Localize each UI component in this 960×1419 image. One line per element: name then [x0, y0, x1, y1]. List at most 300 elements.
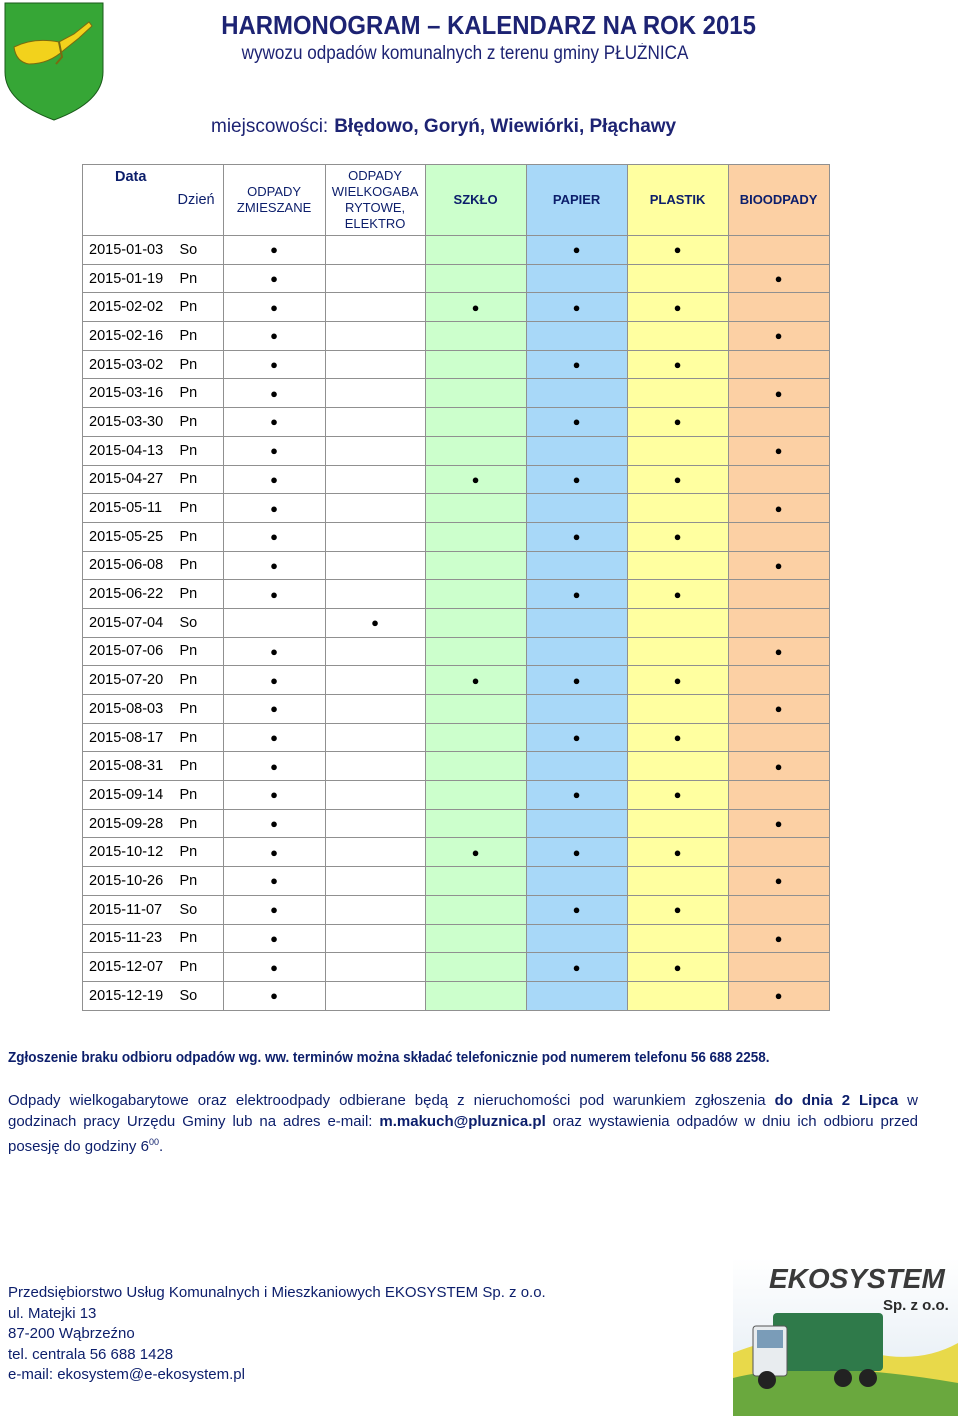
cell-wielkogabarytowe [325, 752, 425, 781]
cell-papier [526, 809, 627, 838]
cell-day: Pn [178, 551, 224, 580]
cell-date: 2015-04-27 [83, 465, 178, 494]
pickup-dot-icon: ● [774, 385, 783, 401]
cell-date: 2015-01-03 [83, 236, 178, 265]
cell-zmieszane [223, 551, 325, 580]
cell-plastik [627, 723, 728, 752]
cell-szklo [425, 924, 526, 953]
cell-wielkogabarytowe [325, 781, 425, 810]
cell-date: 2015-09-28 [83, 809, 178, 838]
pickup-dot-icon: ● [774, 816, 783, 832]
cell-day: Pn [178, 695, 224, 724]
table-row [83, 895, 830, 924]
cell-szklo [425, 637, 526, 666]
pickup-dot-icon: ● [572, 586, 581, 602]
pickup-dot-icon: ● [270, 873, 278, 889]
header-data: Data [83, 165, 178, 236]
cell-day: Pn [178, 637, 224, 666]
cell-plastik [627, 752, 728, 781]
company-email-link[interactable]: ekosystem@e-ekosystem.pl [57, 1366, 245, 1383]
cell-zmieszane [223, 465, 325, 494]
cell-bioodpady [728, 408, 829, 437]
cell-zmieszane [223, 723, 325, 752]
bulky-waste-note [8, 1090, 918, 1157]
cell-zmieszane [223, 981, 325, 1010]
company-city: 87-200 Wąbrzeźno [8, 1325, 135, 1342]
cell-day: Pn [178, 379, 224, 408]
pickup-dot-icon: ● [270, 672, 278, 688]
pickup-dot-icon: ● [270, 271, 278, 287]
cell-papier [526, 924, 627, 953]
cell-bioodpady [728, 608, 829, 637]
table-row [83, 322, 830, 351]
cell-plastik [627, 580, 728, 609]
cell-papier [526, 494, 627, 523]
company-email-line [8, 1365, 546, 1386]
cell-day: Pn [178, 350, 224, 379]
cell-bioodpady [728, 322, 829, 351]
cell-wielkogabarytowe [325, 379, 425, 408]
cell-date: 2015-03-16 [83, 379, 178, 408]
company-phone: tel. centrala 56 688 1428 [8, 1345, 174, 1363]
cell-date: 2015-05-11 [83, 494, 178, 523]
cell-bioodpady [728, 752, 829, 781]
pickup-dot-icon: ● [270, 529, 278, 545]
company-street: ul. Matejki 13 [8, 1304, 97, 1322]
pickup-dot-icon: ● [471, 299, 480, 315]
cell-papier [526, 350, 627, 379]
pickup-dot-icon: ● [774, 701, 783, 717]
cell-wielkogabarytowe [325, 436, 425, 465]
cell-bioodpady [728, 580, 829, 609]
pickup-dot-icon: ● [774, 271, 783, 287]
header-bioodpady: BIOODPADY [728, 165, 829, 236]
cell-bioodpady [728, 551, 829, 580]
cell-wielkogabarytowe [325, 666, 425, 695]
cell-date: 2015-07-04 [83, 608, 178, 637]
table-row [83, 551, 830, 580]
pickup-dot-icon: ● [270, 385, 278, 401]
cell-plastik [627, 436, 728, 465]
pickup-dot-icon: ● [471, 471, 480, 487]
header-papier: PAPIER [526, 165, 627, 236]
cell-bioodpady [728, 981, 829, 1010]
cell-szklo [425, 867, 526, 896]
bulky-text-2: w godzinach pracy Urzędu Gminy lub na adres e-mail: [8, 1092, 918, 1130]
pickup-dot-icon: ● [572, 357, 581, 373]
table-row [83, 236, 830, 265]
table-row [83, 809, 830, 838]
pickup-dot-icon: ● [673, 529, 682, 545]
cell-zmieszane [223, 436, 325, 465]
cell-zmieszane [223, 608, 325, 637]
pickup-dot-icon: ● [673, 672, 682, 688]
cell-zmieszane [223, 838, 325, 867]
cell-plastik [627, 666, 728, 695]
cell-bioodpady [728, 838, 829, 867]
schedule-body [83, 236, 830, 1011]
cell-wielkogabarytowe [325, 953, 425, 982]
cell-papier [526, 379, 627, 408]
cell-bioodpady [728, 867, 829, 896]
cell-bioodpady [728, 895, 829, 924]
cell-plastik [627, 838, 728, 867]
cell-szklo [425, 379, 526, 408]
cell-szklo [425, 551, 526, 580]
cell-plastik [627, 953, 728, 982]
pickup-dot-icon: ● [270, 586, 278, 602]
cell-date: 2015-11-23 [83, 924, 178, 953]
cell-plastik [627, 809, 728, 838]
pickup-dot-icon: ● [774, 988, 783, 1004]
pickup-dot-icon: ● [673, 730, 682, 746]
cell-plastik [627, 608, 728, 637]
cell-day: Pn [178, 809, 224, 838]
cell-day: Pn [178, 723, 224, 752]
cell-date: 2015-12-07 [83, 953, 178, 982]
cell-wielkogabarytowe [325, 522, 425, 551]
table-row [83, 924, 830, 953]
table-row [83, 953, 830, 982]
cell-plastik [627, 924, 728, 953]
bulky-time-sup: 00 [148, 1137, 159, 1147]
cell-bioodpady [728, 436, 829, 465]
cell-plastik [627, 695, 728, 724]
pickup-dot-icon: ● [673, 414, 682, 430]
cell-plastik [627, 981, 728, 1010]
cell-date: 2015-12-19 [83, 981, 178, 1010]
cell-wielkogabarytowe [325, 838, 425, 867]
cell-papier [526, 867, 627, 896]
cell-wielkogabarytowe [325, 809, 425, 838]
cell-bioodpady [728, 666, 829, 695]
pickup-dot-icon: ● [270, 816, 278, 832]
cell-szklo [425, 436, 526, 465]
pickup-dot-icon: ● [572, 844, 581, 860]
pickup-dot-icon: ● [270, 328, 278, 344]
pickup-dot-icon: ● [270, 443, 278, 459]
pickup-dot-icon: ● [673, 357, 682, 373]
cell-szklo [425, 522, 526, 551]
cell-day: Pn [178, 436, 224, 465]
cell-zmieszane [223, 264, 325, 293]
pickup-dot-icon: ● [270, 959, 278, 975]
cell-day: Pn [178, 322, 224, 351]
table-row [83, 666, 830, 695]
cell-bioodpady [728, 350, 829, 379]
table-row [83, 264, 830, 293]
cell-date: 2015-05-25 [83, 522, 178, 551]
table-row [83, 580, 830, 609]
cell-date: 2015-04-13 [83, 436, 178, 465]
cell-date: 2015-02-02 [83, 293, 178, 322]
table-row [83, 408, 830, 437]
cell-szklo [425, 293, 526, 322]
cell-plastik [627, 293, 728, 322]
bulky-text-end: . [158, 1138, 164, 1155]
pickup-dot-icon: ● [270, 500, 278, 516]
table-row [83, 608, 830, 637]
municipality-crest [4, 2, 104, 122]
cell-date: 2015-07-20 [83, 666, 178, 695]
pickup-dot-icon: ● [270, 844, 278, 860]
cell-bioodpady [728, 264, 829, 293]
table-row [83, 723, 830, 752]
cell-day: Pn [178, 924, 224, 953]
table-row [83, 379, 830, 408]
pickup-dot-icon: ● [572, 902, 581, 918]
cell-plastik [627, 867, 728, 896]
cell-szklo [425, 838, 526, 867]
page-title: HARMONOGRAM – KALENDARZ NA ROK 2015 [221, 10, 756, 40]
cell-szklo [425, 608, 526, 637]
pickup-dot-icon: ● [673, 844, 682, 860]
cell-szklo [425, 895, 526, 924]
cell-zmieszane [223, 379, 325, 408]
cell-wielkogabarytowe [325, 236, 425, 265]
bulky-deadline: do dnia 2 Lipca [774, 1092, 899, 1109]
table-row [83, 752, 830, 781]
cell-papier [526, 551, 627, 580]
cell-papier [526, 264, 627, 293]
cell-day: Pn [178, 867, 224, 896]
cell-zmieszane [223, 895, 325, 924]
pickup-dot-icon: ● [774, 758, 783, 774]
cell-day: Pn [178, 752, 224, 781]
cell-plastik [627, 264, 728, 293]
pickup-dot-icon: ● [673, 902, 682, 918]
cell-szklo [425, 408, 526, 437]
cell-day: Pn [178, 293, 224, 322]
cell-szklo [425, 264, 526, 293]
table-row [83, 695, 830, 724]
pickup-dot-icon: ● [572, 242, 581, 258]
cell-day: Pn [178, 666, 224, 695]
cell-wielkogabarytowe [325, 494, 425, 523]
cell-day: So [178, 895, 224, 924]
logo-suffix: Sp. z o.o. [883, 1297, 949, 1314]
pickup-dot-icon: ● [673, 299, 682, 315]
pickup-dot-icon: ● [572, 959, 581, 975]
missed-pickup-note: Zgłoszenie braku odbioru odpadów wg. ww. terminów można składać telefonicznie pod numerem telefonu 56 688 2258. [8, 1050, 770, 1066]
pickup-dot-icon: ● [774, 328, 783, 344]
cell-szklo [425, 494, 526, 523]
cell-zmieszane [223, 236, 325, 265]
localities-label: miejscowości: [211, 116, 329, 137]
cell-papier [526, 981, 627, 1010]
company-email-label: e-mail: [8, 1366, 58, 1383]
cell-date: 2015-06-08 [83, 551, 178, 580]
cell-date: 2015-08-31 [83, 752, 178, 781]
cell-bioodpady [728, 781, 829, 810]
cell-zmieszane [223, 867, 325, 896]
cell-day: So [178, 236, 224, 265]
pickup-dot-icon: ● [270, 414, 278, 430]
pickup-dot-icon: ● [572, 299, 581, 315]
cell-zmieszane [223, 695, 325, 724]
header-szklo: SZKŁO [425, 165, 526, 236]
cell-szklo [425, 695, 526, 724]
pickup-dot-icon: ● [270, 758, 278, 774]
pickup-dot-icon: ● [572, 414, 581, 430]
cell-bioodpady [728, 809, 829, 838]
cell-papier [526, 637, 627, 666]
cell-papier [526, 293, 627, 322]
cell-papier [526, 436, 627, 465]
pickup-dot-icon: ● [673, 471, 682, 487]
cell-date: 2015-10-26 [83, 867, 178, 896]
cell-plastik [627, 494, 728, 523]
cell-papier [526, 723, 627, 752]
cell-wielkogabarytowe [325, 551, 425, 580]
pickup-dot-icon: ● [774, 873, 783, 889]
cell-wielkogabarytowe [325, 895, 425, 924]
cell-plastik [627, 408, 728, 437]
table-row [83, 781, 830, 810]
cell-szklo [425, 809, 526, 838]
cell-zmieszane [223, 522, 325, 551]
cell-day: Pn [178, 465, 224, 494]
cell-szklo [425, 350, 526, 379]
cell-wielkogabarytowe [325, 637, 425, 666]
localities-names: Błędowo, Goryń, Wiewiórki, Płąchawy [334, 116, 677, 137]
cell-bioodpady [728, 236, 829, 265]
cell-zmieszane [223, 637, 325, 666]
ekosystem-logo [733, 1258, 958, 1416]
cell-zmieszane [223, 953, 325, 982]
cell-szklo [425, 981, 526, 1010]
table-row [83, 981, 830, 1010]
pickup-dot-icon: ● [270, 787, 278, 803]
cell-wielkogabarytowe [325, 867, 425, 896]
cell-bioodpady [728, 494, 829, 523]
table-row [83, 522, 830, 551]
header-wielkogabarytowe: ODPADY WIELKOGABA RYTOWE, ELEKTRO [325, 165, 425, 236]
pickup-dot-icon: ● [270, 357, 278, 373]
pickup-dot-icon: ● [673, 959, 682, 975]
cell-zmieszane [223, 666, 325, 695]
pickup-dot-icon: ● [572, 730, 581, 746]
cell-wielkogabarytowe [325, 465, 425, 494]
cell-szklo [425, 236, 526, 265]
pickup-dot-icon: ● [270, 557, 278, 573]
cell-day: Pn [178, 522, 224, 551]
pickup-dot-icon: ● [270, 701, 278, 717]
cell-zmieszane [223, 752, 325, 781]
cell-day: So [178, 981, 224, 1010]
cell-plastik [627, 322, 728, 351]
cell-szklo [425, 752, 526, 781]
cell-wielkogabarytowe [325, 293, 425, 322]
pickup-dot-icon: ● [572, 471, 581, 487]
cell-wielkogabarytowe [325, 723, 425, 752]
table-row [83, 436, 830, 465]
cell-day: Pn [178, 494, 224, 523]
cell-wielkogabarytowe [325, 695, 425, 724]
pickup-dot-icon: ● [673, 586, 682, 602]
cell-day: Pn [178, 953, 224, 982]
table-header-row [83, 165, 830, 236]
bulky-text-3: oraz wystawienia odpadów w dniu ich odbioru przed posesję do godziny 6 [8, 1113, 918, 1155]
cell-bioodpady [728, 924, 829, 953]
cell-day: Pn [178, 781, 224, 810]
cell-plastik [627, 522, 728, 551]
cell-bioodpady [728, 953, 829, 982]
pickup-dot-icon: ● [673, 242, 682, 258]
pickup-dot-icon: ● [270, 730, 278, 746]
cell-bioodpady [728, 695, 829, 724]
pickup-dot-icon: ● [270, 643, 278, 659]
cell-papier [526, 236, 627, 265]
cell-szklo [425, 465, 526, 494]
cell-zmieszane [223, 408, 325, 437]
cell-date: 2015-03-02 [83, 350, 178, 379]
cell-day: Pn [178, 408, 224, 437]
cell-szklo [425, 781, 526, 810]
pickup-dot-icon: ● [270, 242, 278, 258]
table-row [83, 293, 830, 322]
cell-papier [526, 666, 627, 695]
cell-date: 2015-11-07 [83, 895, 178, 924]
cell-papier [526, 465, 627, 494]
cell-wielkogabarytowe [325, 608, 425, 637]
cell-date: 2015-01-19 [83, 264, 178, 293]
bulky-email: m.makuch@pluznica.pl [379, 1113, 546, 1130]
cell-szklo [425, 666, 526, 695]
pickup-dot-icon: ● [774, 930, 783, 946]
logo-name: EKOSYSTEM [769, 1263, 945, 1294]
cell-papier [526, 752, 627, 781]
cell-papier [526, 838, 627, 867]
table-row [83, 494, 830, 523]
cell-day: Pn [178, 838, 224, 867]
cell-day: So [178, 608, 224, 637]
table-row [83, 867, 830, 896]
pickup-dot-icon: ● [270, 902, 278, 918]
cell-zmieszane [223, 293, 325, 322]
company-name: Przedsiębiorstwo Usług Komunalnych i Mieszkaniowych EKOSYSTEM Sp. z o.o. [8, 1284, 546, 1301]
cell-papier [526, 953, 627, 982]
cell-papier [526, 580, 627, 609]
cell-date: 2015-09-14 [83, 781, 178, 810]
schedule-table [82, 164, 830, 1011]
cell-szklo [425, 723, 526, 752]
cell-bioodpady [728, 522, 829, 551]
cell-wielkogabarytowe [325, 264, 425, 293]
cell-papier [526, 408, 627, 437]
pickup-dot-icon: ● [270, 930, 278, 946]
pickup-dot-icon: ● [572, 787, 581, 803]
cell-plastik [627, 551, 728, 580]
cell-bioodpady [728, 379, 829, 408]
cell-wielkogabarytowe [325, 981, 425, 1010]
cell-bioodpady [728, 465, 829, 494]
cell-wielkogabarytowe [325, 322, 425, 351]
company-footer [8, 1283, 546, 1386]
cell-wielkogabarytowe [325, 580, 425, 609]
page-subtitle: wywozu odpadów komunalnych z terenu gminy PŁUŻNICA [241, 43, 689, 64]
pickup-dot-icon: ● [774, 643, 783, 659]
cell-papier [526, 781, 627, 810]
pickup-dot-icon: ● [270, 299, 278, 315]
pickup-dot-icon: ● [270, 988, 278, 1004]
cell-szklo [425, 322, 526, 351]
cell-wielkogabarytowe [325, 408, 425, 437]
cell-plastik [627, 236, 728, 265]
bulky-text-1: Odpady wielkogabarytowe oraz elektroodpady odbierane będą z nieruchomości pod warunkiem zgłoszenia [8, 1092, 775, 1109]
cell-wielkogabarytowe [325, 350, 425, 379]
header-dzien: Dzień [178, 165, 224, 236]
